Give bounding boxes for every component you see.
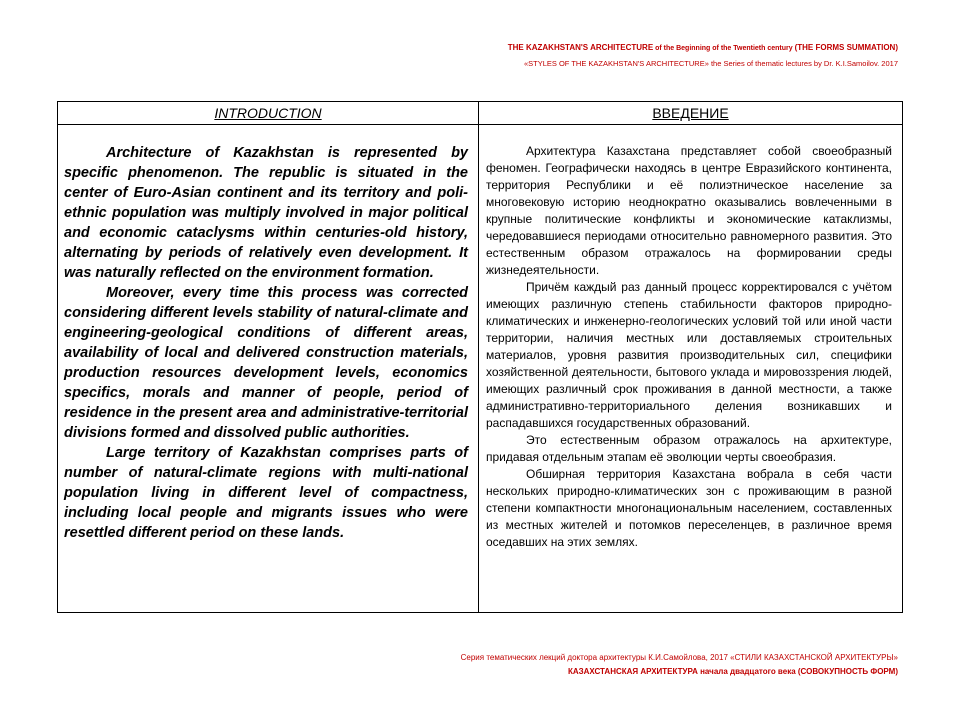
russian-text	[479, 125, 902, 551]
bilingual-text-table	[57, 101, 903, 613]
english-paragraph: Large territory of Kazakhstan comprises parts of number of natural-climate regions with multi-national population living in different level of compactness, including local people and migrants issues who were resettled different period on these lands.	[64, 445, 468, 541]
russian-paragraph: Это естественным образом отражалось на архитектуре, придавая отдельным этапам её эволюции черты своеобразия.	[486, 433, 892, 464]
english-paragraph: Architecture of Kazakhstan is represented by specific phenomenon. The republic is situated in the center of Euro-Asian continent and its territory and poli-ethnic population was multiply involved in major political and economic cataclysms within centuries-old history, alternating by periods of relatively even development. It was naturally reflected on the environment formation.	[64, 145, 468, 281]
russian-column	[479, 125, 903, 613]
footer-title: КАЗАХСТАНСКАЯ АРХИТЕКТУРА начала двадцатого века (СОВОКУПНОСТЬ ФОРМ)	[567, 667, 898, 676]
page-header	[198, 40, 898, 71]
russian-paragraph: Архитектура Казахстана представляет собой своеобразный феномен. Географически находясь в центре Евразийского континента, территория Республики и её полиэтническое население за многовековую историю неоднократно оказывались вовлеченными в крупные политические конфликты и экономические катаклизмы, чередовавшиеся периодами относительно равномерного развития. Это естественным образом отражалось на формировании среды жизнедеятельности.	[486, 144, 892, 277]
heading-english: INTRODUCTION	[58, 102, 479, 125]
table-header-row	[58, 102, 903, 125]
footer-series: Серия тематических лекций доктора архитектуры К.И.Самойлова, 2017 «СТИЛИ КАЗАХСТАНСКОЙ АРХИТЕКТУРЫ»	[460, 653, 898, 662]
page-footer	[198, 651, 898, 679]
header-series: «STYLES OF THE KAZAKHSTAN'S ARCHITECTURE» the Series of thematic lectures by Dr. K.I.Samoilov. 2017	[523, 59, 898, 68]
header-title	[198, 40, 898, 56]
english-text	[58, 125, 478, 543]
header-title-sub: of the Beginning of the Twentieth century	[653, 45, 795, 52]
heading-russian: ВВЕДЕНИЕ	[479, 102, 903, 125]
header-title-main: THE KAZAKHSTAN'S ARCHITECTURE	[507, 43, 654, 52]
russian-paragraph: Обширная территория Казахстана вобрала в себя части нескольких природно-климатических зон с проживающим в разной степени компактности многонациональным населением, составленных из местных жителей и потомков переселенцев, в различное время оседавших на этих землях.	[486, 467, 892, 549]
english-paragraph: Moreover, every time this process was corrected considering different levels stability of natural-climate and engineering-geological conditions of different areas, availability of local and delivered construction materials, production resources development levels, economics specifics, morals and manner of people, period of residence in the present area and administrative-territorial divisions formed and dissolved public authorities.	[64, 285, 468, 441]
english-column	[58, 125, 479, 613]
russian-paragraph: Причём каждый раз данный процесс корректировался с учётом имеющих различную степень стабильности факторов природно-климатических и инженерно-геологических условий той или иной части территории, наличия местных или доставляемых строительных материалов, уровня развития производительных сил, специфики хозяйственной деятельности, бытового уклада и мировоззрения людей, имеющих различный срок проживания в данной местности, а также административно-территориального деления возникавших и распадавшихся государственных образований.	[486, 280, 892, 430]
header-title-end: (THE FORMS SUMMATION)	[794, 43, 898, 52]
table-body-row	[58, 125, 903, 613]
